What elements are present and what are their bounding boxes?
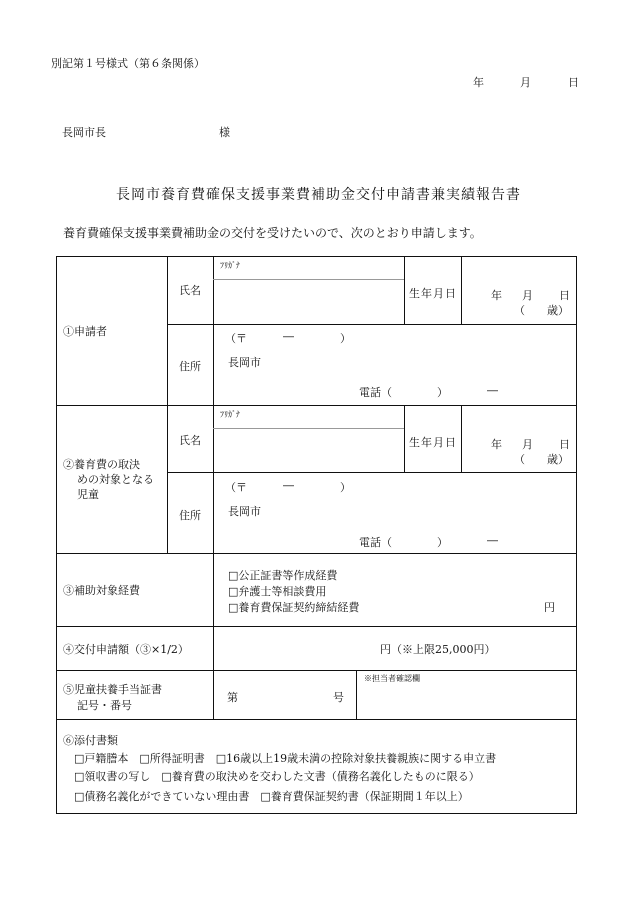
applicant-dob-month: 月 — [522, 289, 533, 302]
applicant-address-label: 住所 — [179, 360, 201, 373]
child-age-close: 歳） — [547, 453, 569, 466]
child-furigana-label: ﾌﾘｶﾞﾅ — [220, 410, 240, 419]
expenses-label: ③補助対象経費 — [63, 584, 140, 597]
child-phone-label: 電話（ — [359, 536, 392, 549]
child-age-open: （ — [514, 453, 525, 466]
applicant-label: ①申請者 — [63, 325, 107, 338]
child-city: 長岡市 — [228, 505, 261, 518]
child-dob-label: 生年月日 — [409, 436, 457, 449]
applicant-dob-year: 年 — [491, 289, 502, 302]
applicant-dob-day: 日 — [559, 289, 570, 302]
page-title: 長岡市養育費確保支援事業費補助金交付申請書兼実績報告書 — [116, 187, 521, 203]
attachments-label: ⑥添付書類 — [63, 734, 118, 747]
child-postal-dash: ― — [283, 479, 294, 492]
child-dob-month: 月 — [522, 438, 533, 451]
certificate-prefix: 第 — [227, 691, 238, 704]
attachments-line1[interactable]: □戸籍謄本 □所得証明書 □16歳以上19歳未満の控除対象扶養親族に関する申立書 — [74, 752, 497, 765]
child-dob-day: 日 — [559, 438, 570, 451]
applicant-postal-dash: ― — [283, 330, 294, 343]
staff-confirmation-note: ※担当者確認欄 — [364, 674, 420, 683]
expense-option-guarantee[interactable]: □養育費保証契約締結経費 — [228, 601, 360, 614]
child-postal-close: ） — [340, 481, 351, 494]
applicant-postal-open: （〒 — [225, 332, 247, 345]
addressee: 長岡市長 — [62, 126, 106, 139]
child-address-label: 住所 — [179, 509, 201, 522]
child-label-line2: めの対象となる — [77, 473, 154, 486]
certificate-label-line2: 記号・番号 — [77, 699, 132, 712]
applicant-phone-close: ） — [437, 386, 448, 399]
applicant-furigana-label: ﾌﾘｶﾞﾅ — [220, 261, 240, 270]
child-name-field[interactable] — [216, 431, 401, 470]
expense-option-notary[interactable]: □公正証書等作成経費 — [228, 569, 338, 582]
date-year-label: 年 — [473, 76, 484, 89]
attachments-line2[interactable]: □領収書の写し □養育費の取決めを交わした文書（債務名義化したものに限る） — [74, 770, 480, 783]
grant-unit: 円（※上限25,000円） — [380, 643, 496, 656]
intro-text: 養育費確保支援事業費補助金の交付を受けたいので、次のとおり申請します。 — [63, 226, 482, 240]
applicant-postal-close: ） — [340, 332, 351, 345]
expense-option-lawyer[interactable]: □弁護士等相談費用 — [228, 585, 327, 598]
applicant-city: 長岡市 — [228, 356, 261, 369]
expenses-unit: 円 — [544, 601, 555, 614]
applicant-phone-dash: ― — [487, 384, 498, 397]
applicant-dob-label: 生年月日 — [409, 287, 457, 300]
date-month-label: 月 — [520, 76, 531, 89]
applicant-name-label: 氏名 — [179, 284, 201, 297]
certificate-suffix: 号 — [333, 691, 344, 704]
child-label-line1: ②養育費の取決 — [63, 458, 140, 471]
applicant-age-close: 歳） — [547, 304, 569, 317]
child-dob-year: 年 — [491, 438, 502, 451]
date-day-label: 日 — [568, 76, 579, 89]
child-name-label: 氏名 — [179, 434, 201, 447]
applicant-address-field[interactable] — [216, 327, 574, 402]
child-label-line3: 児童 — [77, 488, 99, 501]
child-phone-close: ） — [437, 536, 448, 549]
applicant-age-open: （ — [514, 304, 525, 317]
applicant-name-field[interactable] — [216, 282, 401, 322]
addressee-honorific: 様 — [219, 126, 230, 139]
applicant-phone-label: 電話（ — [359, 386, 392, 399]
form-reference: 別記第１号様式（第６条関係） — [51, 57, 205, 70]
child-phone-dash: ― — [487, 534, 498, 547]
attachments-line3[interactable]: □債務名義化ができていない理由書 □養育費保証契約書（保証期間１年以上） — [74, 790, 469, 803]
child-postal-open: （〒 — [225, 481, 247, 494]
certificate-label-line1: ⑤児童扶養手当証書 — [63, 683, 162, 696]
grant-label: ④交付申請額（③×1/2） — [63, 643, 189, 656]
child-address-field[interactable] — [216, 475, 574, 551]
